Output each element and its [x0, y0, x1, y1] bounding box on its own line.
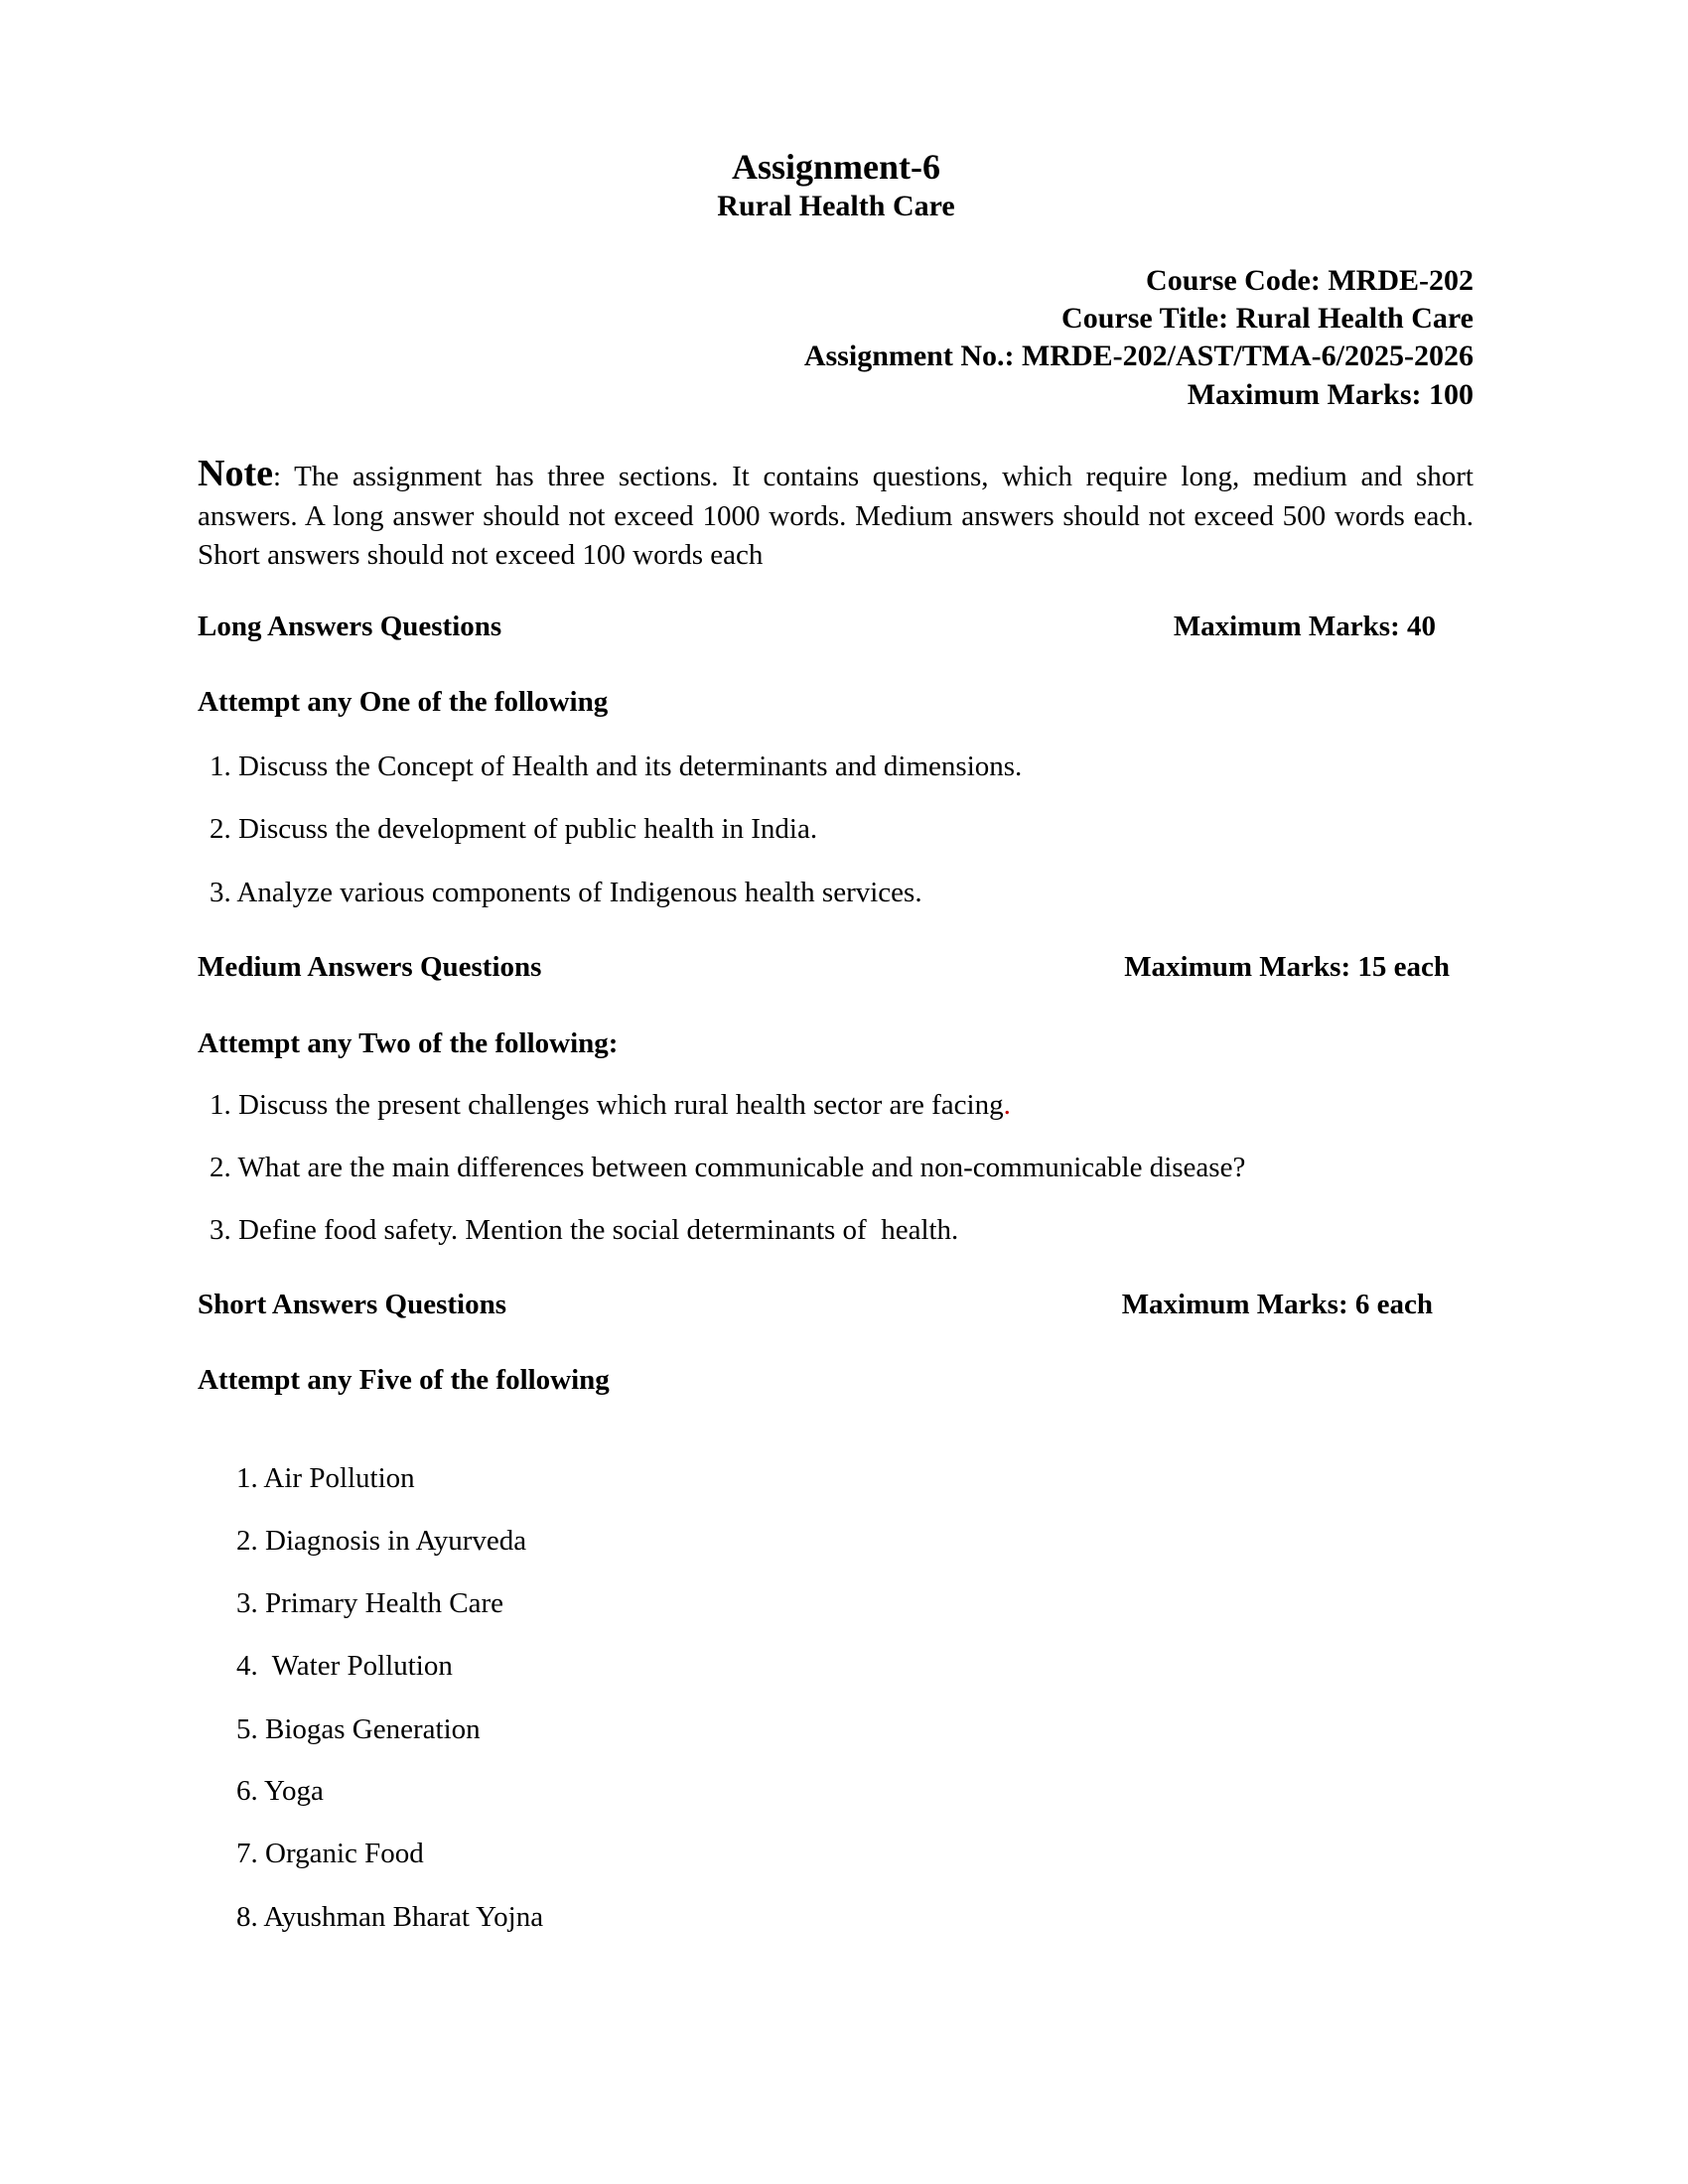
- item-number: 3.: [236, 1587, 258, 1619]
- page-title: Assignment-6: [731, 147, 940, 187]
- item-number: 2.: [236, 1525, 258, 1557]
- item-number: 2.: [210, 1152, 231, 1183]
- item-number: 1.: [236, 1462, 258, 1494]
- item-number: 2.: [210, 813, 231, 845]
- long-section-heading: Long Answers Questions: [198, 611, 502, 642]
- short-section-marks: Maximum Marks: 6 each: [1121, 1289, 1433, 1320]
- list-item: [210, 879, 922, 907]
- note-paragraph: [198, 455, 1474, 576]
- item-number: 3.: [210, 877, 231, 908]
- item-text: Air Pollution: [263, 1462, 415, 1494]
- item-text: Define food safety. Mention the social determinants of health.: [238, 1214, 959, 1246]
- list-item: [236, 1777, 324, 1806]
- maximum-marks-total: Maximum Marks: 100: [1187, 378, 1474, 411]
- item-text: Primary Health Care: [265, 1587, 503, 1619]
- page-subtitle: Rural Health Care: [717, 190, 955, 222]
- medium-section-heading: Medium Answers Questions: [198, 951, 542, 983]
- list-item: [210, 1091, 1011, 1120]
- list-item: [210, 815, 817, 844]
- list-item: [210, 1216, 958, 1245]
- item-text: Ayushman Bharat Yojna: [263, 1901, 544, 1933]
- item-text: Biogas Generation: [265, 1713, 481, 1745]
- note-label: Note: [198, 453, 273, 494]
- item-number: 7.: [236, 1838, 258, 1869]
- item-text: Analyze various components of Indigenous health services.: [236, 877, 922, 908]
- list-item: [236, 1903, 543, 1932]
- item-number: 5.: [236, 1713, 258, 1745]
- item-text: Diagnosis in Ayurveda: [265, 1525, 527, 1557]
- course-code: Course Code: MRDE-202: [1146, 264, 1474, 297]
- list-item: [236, 1652, 453, 1681]
- list-item: [236, 1527, 526, 1556]
- medium-section-instruction: Attempt any Two of the following:: [198, 1027, 619, 1059]
- item-text: Organic Food: [265, 1838, 424, 1869]
- item-end-mark: .: [1003, 1089, 1011, 1121]
- list-item: [236, 1715, 481, 1744]
- short-section-instruction: Attempt any Five of the following: [198, 1364, 610, 1396]
- note-text: : The assignment has three sections. It contains questions, which require long, medium and short answers. A long answer should not exceed 1000 words. Medium answers should not exceed 500 words each. Short answers should not exceed 100 words each: [198, 461, 1474, 571]
- list-item: [210, 1154, 1245, 1182]
- assignment-number: Assignment No.: MRDE-202/AST/TMA-6/2025-2026: [803, 340, 1474, 372]
- long-section-marks: Maximum Marks: 40: [1173, 611, 1436, 642]
- item-text: What are the main differences between communicable and non-communicable disease?: [237, 1152, 1246, 1183]
- item-text: Discuss the development of public health in India.: [238, 813, 818, 845]
- course-title: Course Title: Rural Health Care: [1061, 302, 1474, 335]
- item-text: Discuss the Concept of Health and its determinants and dimensions.: [238, 751, 1023, 782]
- short-section-heading: Short Answers Questions: [198, 1289, 506, 1320]
- item-number: 4.: [236, 1650, 258, 1682]
- list-item: [236, 1589, 503, 1618]
- medium-section-marks: Maximum Marks: 15 each: [1124, 951, 1450, 983]
- long-section-instruction: Attempt any One of the following: [198, 686, 609, 718]
- list-item: [210, 752, 1022, 781]
- item-number: 6.: [236, 1775, 258, 1807]
- item-text: Water Pollution: [265, 1650, 453, 1682]
- item-text: Yoga: [263, 1775, 324, 1807]
- list-item: [236, 1464, 415, 1493]
- item-text: Discuss the present challenges which rural health sector are facing: [238, 1089, 1004, 1121]
- list-item: [236, 1840, 424, 1868]
- item-number: 1.: [210, 1089, 231, 1121]
- item-number: 8.: [236, 1901, 258, 1933]
- item-number: 1.: [210, 751, 231, 782]
- item-number: 3.: [210, 1214, 231, 1246]
